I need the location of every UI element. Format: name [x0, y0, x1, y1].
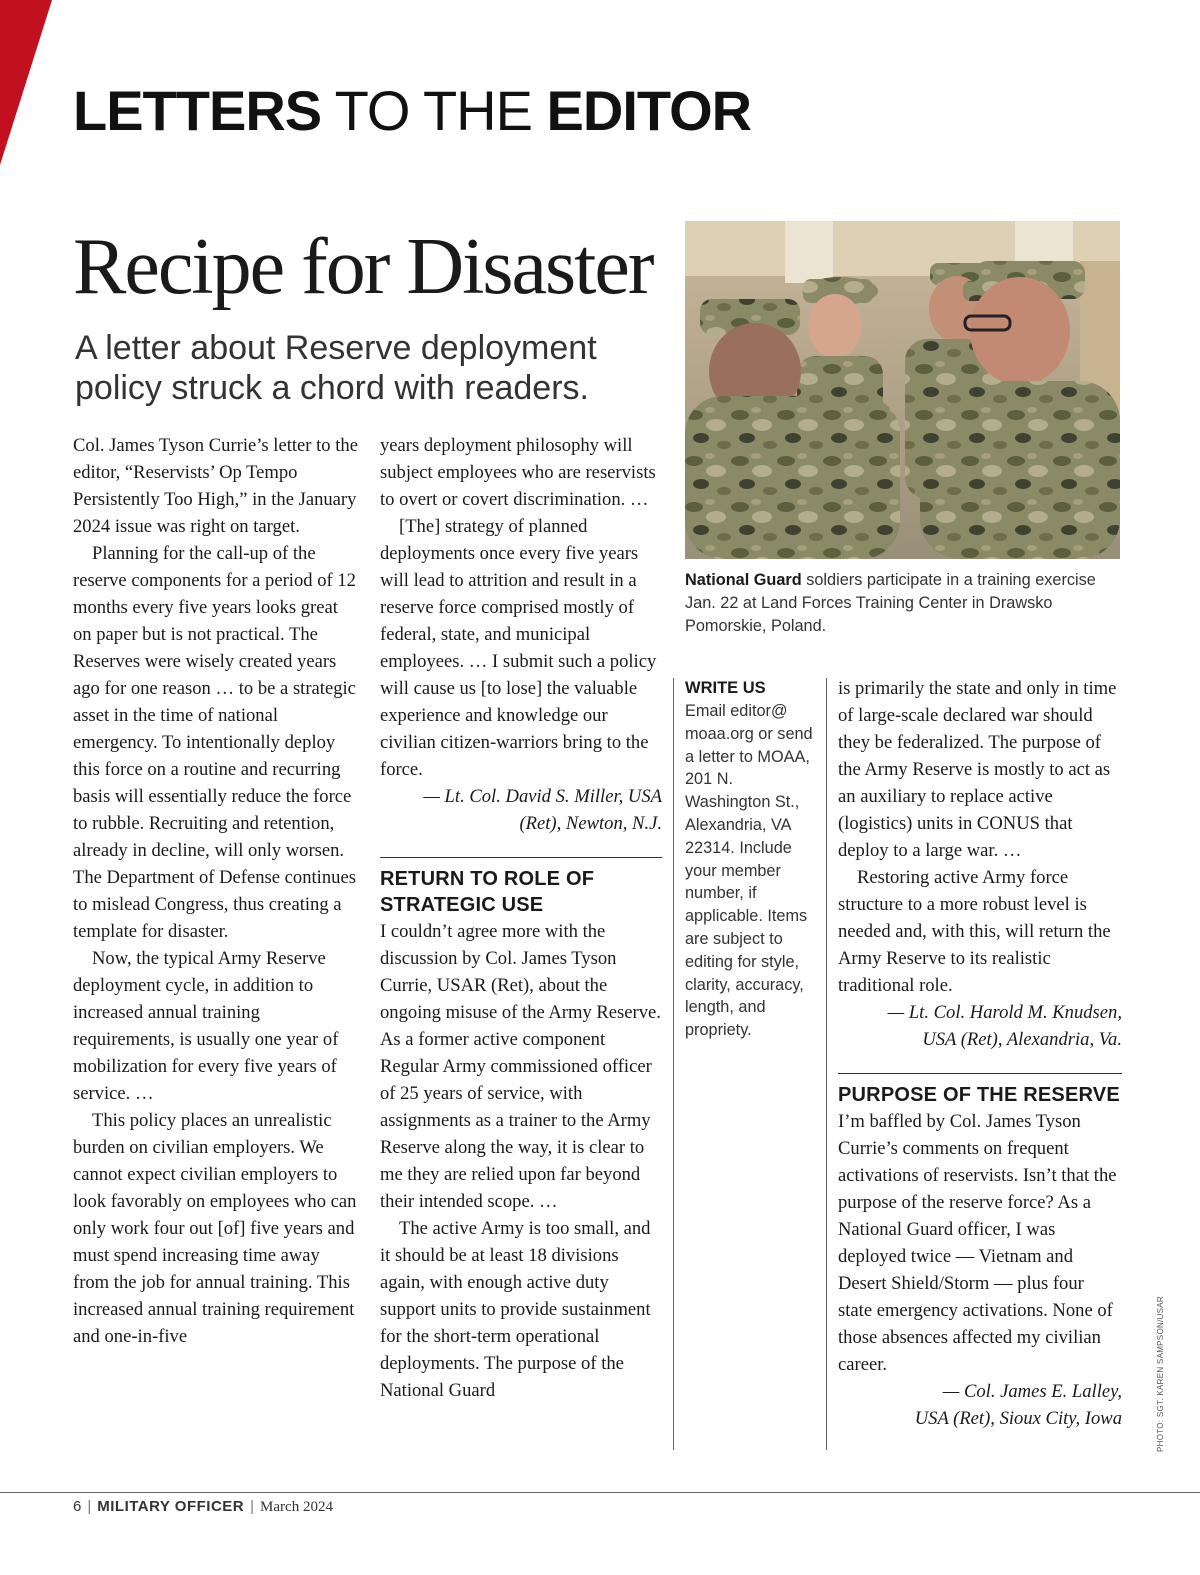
- footer-separator: |: [87, 1498, 92, 1515]
- article-deck: A letter about Reserve deployment policy struck a chord with readers.: [75, 329, 597, 407]
- letter1-paragraph: This policy places an unrealistic burden on civilian employers. We cannot expect civilian employers to look favorably on employees who can only work four out [of] five years and must spend increasing time away from the job for annual training. This increased annual training requirement and one-in-five: [73, 1110, 357, 1347]
- footer-separator: |: [250, 1498, 255, 1515]
- letter2-signature: — Lt. Col. Harold M. Knudsen,: [887, 1002, 1122, 1023]
- magazine-name: MILITARY OFFICER: [97, 1498, 245, 1515]
- article-title: Recipe for Disaster: [73, 223, 653, 311]
- section-divider: [838, 1073, 1122, 1074]
- column-divider: [673, 678, 674, 1450]
- column-divider: [826, 678, 827, 1450]
- letter2-paragraph: I couldn’t agree more with the discussion by Col. James Tyson Currie, USAR (Ret), about the ongoing misuse of the Army Reserve. As a former active component Regular Army commissioned officer of 25 years of service, with assignments as a trainer to the Army Reserve along the way, it is clear to me they are relied upon far beyond their intended scope. …: [380, 921, 661, 1212]
- photo-credit: PHOTO: SGT. KAREN SAMPSON/USAR: [1156, 1296, 1165, 1452]
- letter1-paragraph: Now, the typical Army Reserve deployment cycle, in addition to increased annual training requirements, is usually one year of mobilization for every five years of service. …: [73, 948, 339, 1104]
- letter2-signature-location: USA (Ret), Alexandria, Va.: [922, 1029, 1122, 1050]
- column-4: [838, 675, 1122, 1432]
- column-1: [73, 432, 358, 1350]
- letter3-paragraph: I’m baffled by Col. James Tyson Currie’s comments on frequent activations of reservists. Isn’t that the purpose of the reserve force? As a National Guard officer, I was deployed twice — Vietnam and Desert Shield/Storm — plus four state emergency activations. None of those absences affected my civilian career.: [838, 1111, 1117, 1375]
- column-2: [380, 432, 662, 1404]
- letter3-signature-location: USA (Ret), Sioux City, Iowa: [914, 1408, 1122, 1429]
- letter1-paragraph: Col. James Tyson Currie’s letter to the editor, “Reservists’ Op Tempo Persistently Too High,” in the January 2024 issue was right on target.: [73, 435, 358, 537]
- letter1-signature-location: (Ret), Newton, N.J.: [519, 813, 662, 834]
- page-footer: [73, 1496, 333, 1518]
- caption-bold: National Guard: [685, 571, 802, 589]
- header-letters: LETTERS: [73, 79, 322, 142]
- photo-caption: [685, 569, 1120, 638]
- letter1-paragraph: Planning for the call-up of the reserve components for a period of 12 months every five years looks great on paper but is not practical. The Reserves were wisely created years ago for one reason … to be a strategic asset in the time of national emergency. To intentionally deploy this force on a routine and recurring basis will essentially reduce the force to rubble. Recruiting and retention, already in decline, will only worsen. The Department of Defense continues to mislead Congress, thus creating a template for disaster.: [73, 543, 356, 942]
- write-us-body: Email editor@ moaa.org or send a letter to MOAA, 201 N. Washington St., Alexandria, VA 22314. Include your member number, if applicable. Items are subject to editing for style, clarity, accuracy, length, and propriety.: [685, 702, 813, 1040]
- page-number: 6: [73, 1498, 82, 1515]
- soldiers-photo-image: [685, 221, 1120, 559]
- letter2-heading: RETURN TO ROLE OF STRATEGIC USE: [380, 868, 595, 916]
- letter2-paragraph: is primarily the state and only in time of large-scale declared war should they be federalized. The purpose of the Army Reserve is mostly to act as an auxiliary to replace active (logistics) units in CONUS that deploy to a large war. …: [838, 678, 1117, 861]
- issue-date: March 2024: [260, 1499, 333, 1515]
- caption-text: soldiers participate in a training exercise Jan. 22 at Land Forces Training Center in Drawsko Pomorskie, Poland.: [685, 571, 1096, 635]
- header-to-the: TO THE: [321, 79, 547, 142]
- letter3-heading: PURPOSE OF THE RESERVE: [838, 1084, 1120, 1106]
- write-us-box: [685, 677, 820, 1042]
- letter1-paragraph: years deployment philosophy will subject employees who are reservists to overt or covert discrimination. …: [380, 435, 656, 510]
- soldiers-photo: [685, 221, 1120, 559]
- write-us-heading: WRITE US: [685, 679, 766, 697]
- letter2-paragraph: The active Army is too small, and it should be at least 18 divisions again, with enough active duty support units to provide sustainment for the short-term operational deployments. The purpose of the National Guard: [380, 1218, 651, 1401]
- letter1-signature: — Lt. Col. David S. Miller, USA: [423, 786, 662, 807]
- letter2-paragraph: Restoring active Army force structure to a more robust level is needed and, with this, will return the Army Reserve to its realistic traditional role.: [838, 867, 1111, 996]
- section-header: [73, 80, 751, 142]
- footer-rule: [0, 1492, 1200, 1493]
- header-editor: EDITOR: [546, 79, 752, 142]
- red-corner-tab: [0, 0, 52, 165]
- letter3-signature: — Col. James E. Lalley,: [942, 1381, 1122, 1402]
- section-divider: [380, 857, 662, 858]
- letter1-paragraph: [The] strategy of planned deployments once every five years will lead to attrition and result in a reserve force comprised mostly of federal, state, and municipal employees. … I submit such a policy will cause us [to lose] the valuable experience and knowledge our civilian citizen-warriors bring to the force.: [380, 516, 657, 780]
